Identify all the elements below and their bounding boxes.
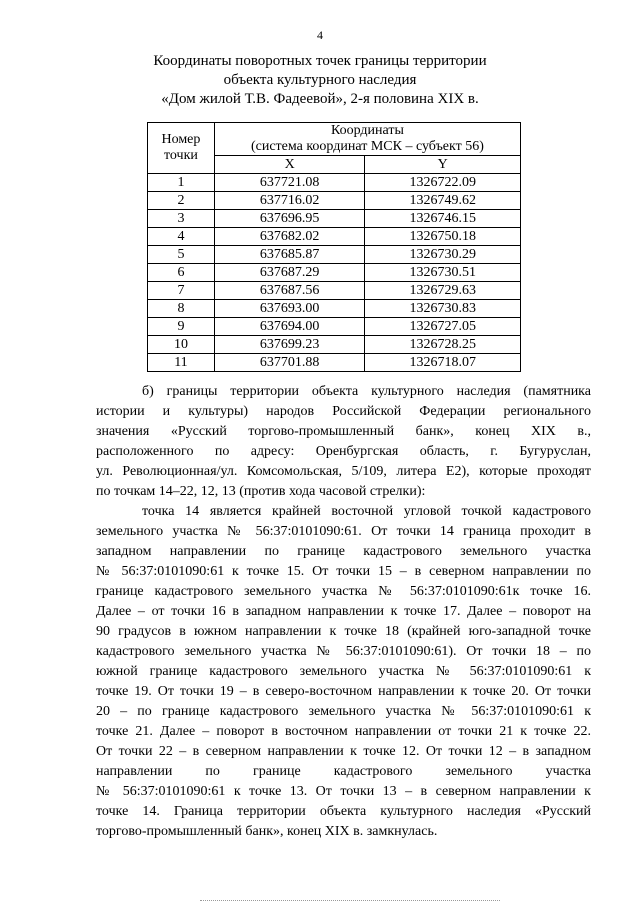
cell-x: 637699.23 <box>214 336 365 354</box>
paragraph-description <box>96 502 591 842</box>
cell-point-number: 4 <box>148 228 215 246</box>
text-line: значения «Русский торгово-промышленный банк», конец XIX в., <box>96 424 591 439</box>
title-line-1: Координаты поворотных точек границы территории <box>153 53 487 69</box>
cell-y: 1326730.83 <box>365 300 521 318</box>
header-x: X <box>214 156 365 174</box>
cell-point-number: 11 <box>148 354 215 372</box>
table-row <box>148 318 521 336</box>
cell-y: 1326750.18 <box>365 228 521 246</box>
cell-y: 1326730.29 <box>365 246 521 264</box>
text-line: точке 19. От точки 19 – в северо-восточном направлении к точке 20. От точки <box>96 684 591 699</box>
cell-y: 1326727.05 <box>365 318 521 336</box>
text-line: От точки 22 – в северном направлении к точке 12. От точки 12 – в западном <box>96 744 591 759</box>
text-line: западном направлении по границе кадастрового земельного участка <box>96 544 591 559</box>
footer-mark <box>200 900 500 903</box>
cell-y: 1326722.09 <box>365 174 521 192</box>
text-line: кадастрового земельного участка № 56:37:0101090:61). От точки 18 – по <box>96 644 591 659</box>
table-row <box>148 174 521 192</box>
table-row <box>148 192 521 210</box>
cell-y: 1326718.07 <box>365 354 521 372</box>
cell-y: 1326728.25 <box>365 336 521 354</box>
header-coordinates: Координаты (система координат МСК – субъект 56) <box>214 123 520 156</box>
cell-y: 1326746.15 <box>365 210 521 228</box>
page-number: 4 <box>317 28 323 42</box>
cell-point-number: 1 <box>148 174 215 192</box>
header-y: Y <box>365 156 521 174</box>
title-line-3: «Дом жилой Т.В. Фадеевой», 2-я половина XIX в. <box>161 91 479 107</box>
table-row <box>148 282 521 300</box>
cell-y: 1326729.63 <box>365 282 521 300</box>
header-point-number: Номер точки <box>148 123 215 174</box>
title-line-2: объекта культурного наследия <box>223 72 417 88</box>
cell-point-number: 2 <box>148 192 215 210</box>
paragraph-b <box>96 382 591 502</box>
cell-x: 637721.08 <box>214 174 365 192</box>
text-line: 90 градусов в южном направлении к точке 18 (крайней юго-западной точке <box>96 624 591 639</box>
cell-x: 637685.87 <box>214 246 365 264</box>
coordinates-table <box>147 122 521 372</box>
cell-x: 637693.00 <box>214 300 365 318</box>
cell-x: 637682.02 <box>214 228 365 246</box>
cell-point-number: 9 <box>148 318 215 336</box>
table-row <box>148 228 521 246</box>
coordinates-table-body <box>148 174 521 372</box>
table-row <box>148 336 521 354</box>
cell-x: 637696.95 <box>214 210 365 228</box>
text-line: расположенного по адресу: Оренбургская область, г. Бугуруслан, <box>96 444 591 459</box>
text-line: точке 21. Далее – поворот в восточном направлении от точки 21 к точке 22. <box>96 724 591 739</box>
table-row <box>148 354 521 372</box>
text-line: истории и культуры) народов Российской Федерации регионального <box>96 404 591 419</box>
cell-y: 1326749.62 <box>365 192 521 210</box>
cell-point-number: 6 <box>148 264 215 282</box>
text-line: № 56:37:0101090:61 к точке 13. От точки 13 – в северном направлении к <box>96 784 591 799</box>
cell-point-number: 3 <box>148 210 215 228</box>
cell-x: 637716.02 <box>214 192 365 210</box>
cell-point-number: 5 <box>148 246 215 264</box>
text-line: 20 – по границе кадастрового земельного участка № 56:37:0101090:61 к <box>96 704 591 719</box>
cell-x: 637701.88 <box>214 354 365 372</box>
cell-point-number: 10 <box>148 336 215 354</box>
text-line: б) границы территории объекта культурного наследия (памятника <box>142 384 591 399</box>
table-row <box>148 300 521 318</box>
table-row <box>148 210 521 228</box>
text-line: ул. Революционная/ул. Комсомольская, 5/109, литера Е2), которые проходят <box>96 464 591 479</box>
cell-point-number: 8 <box>148 300 215 318</box>
cell-x: 637687.29 <box>214 264 365 282</box>
document-title <box>60 52 580 109</box>
cell-x: 637694.00 <box>214 318 365 336</box>
text-line: точка 14 является крайней восточной угловой точкой кадастрового <box>142 504 591 519</box>
text-line: по точкам 14–22, 12, 13 (против хода часовой стрелки): <box>96 484 426 499</box>
text-line: границе кадастрового земельного участка № 56:37:0101090:61к точке 16. <box>96 584 591 599</box>
cell-x: 637687.56 <box>214 282 365 300</box>
table-row <box>148 246 521 264</box>
cell-point-number: 7 <box>148 282 215 300</box>
table-row <box>148 264 521 282</box>
cell-y: 1326730.51 <box>365 264 521 282</box>
text-line: земельного участка № 56:37:0101090:61. От точки 14 граница проходит в <box>96 524 591 539</box>
text-line: № 56:37:0101090:61 к точке 15. От точки 15 – в северном направлении по <box>96 564 591 579</box>
text-line: направлении по границе кадастрового земельного участка <box>96 764 591 779</box>
text-line: Далее – от точки 16 в западном направлении к точке 17. Далее – поворот на <box>96 604 591 619</box>
text-line: южной границе кадастрового земельного участка № 56:37:0101090:61 к <box>96 664 591 679</box>
text-line: точке 14. Граница территории объекта культурного наследия «Русский <box>96 804 591 819</box>
text-line: торгово-промышленный банк», конец XIX в. замкнулась. <box>96 824 438 839</box>
